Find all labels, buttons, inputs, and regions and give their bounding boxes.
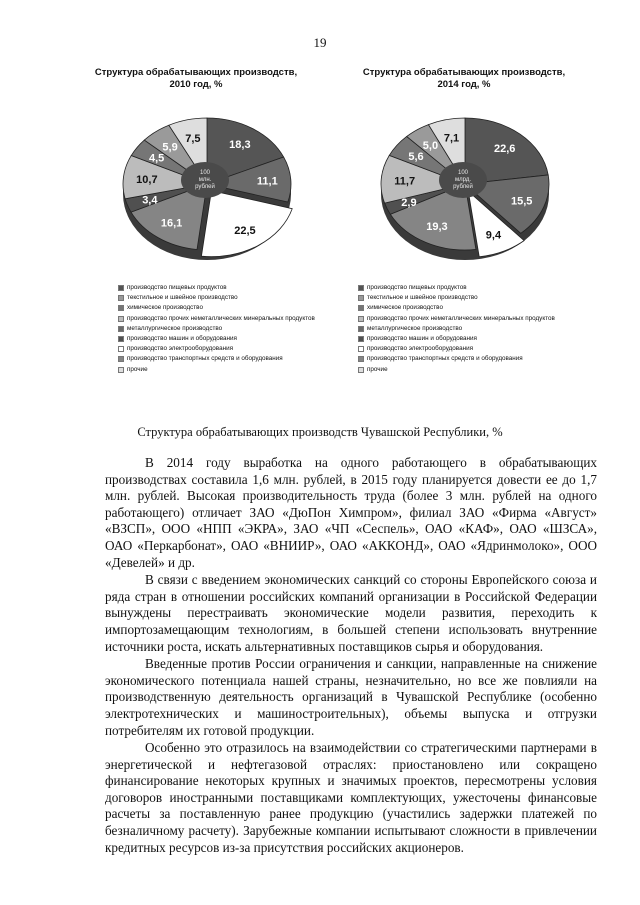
chart-2014-title-line-1: Структура обрабатывающих производств, bbox=[362, 67, 566, 78]
pie-slice-label: 3,4 bbox=[142, 194, 158, 207]
legend-label: химическое производство bbox=[367, 304, 443, 312]
paragraph: Особенно это отразилось на взаимодействии со стратегическими партнерами в энергетической и нефтегазовой отраслях: приостановлено или сокращено финансирование некоторых крупных и значимых проектов, пересмотрены условия договоров иностранными поставщиками комплектующих, ужесточены финансовые расчеты за поставленную ранее продукцию (участились задержки платежей по безналичному расчету). Зарубежные компании испытывают сложности в привлечении кредитных ресурсов из-за присутствия российских акционеров. bbox=[105, 740, 597, 855]
legend-swatch bbox=[358, 295, 364, 301]
legend-swatch bbox=[358, 285, 364, 291]
pie-slice-label: 9,4 bbox=[485, 229, 502, 242]
legend-item bbox=[358, 293, 555, 303]
legend-swatch bbox=[358, 305, 364, 311]
legend-swatch bbox=[118, 305, 124, 311]
legend-2010 bbox=[118, 283, 315, 375]
legend-swatch bbox=[118, 326, 124, 332]
legend-2014 bbox=[358, 283, 555, 375]
legend-swatch bbox=[118, 336, 124, 342]
pie-center-label: рублей bbox=[195, 184, 215, 190]
legend-item bbox=[118, 354, 315, 364]
legend-item bbox=[118, 314, 315, 324]
legend-label: металлургическое производство bbox=[127, 324, 223, 332]
pie-center-label: млрд. bbox=[455, 177, 471, 183]
legend-label: производство прочих неметаллических минеральных продуктов bbox=[367, 314, 555, 322]
legend-item bbox=[118, 344, 315, 354]
pie-center-label: млн. bbox=[198, 177, 212, 183]
pie-slice-label: 15,5 bbox=[511, 195, 533, 208]
pie-slice-label: 16,1 bbox=[160, 217, 183, 230]
figure-caption: Структура обрабатывающих производств Чувашской Республики, % bbox=[137, 425, 503, 439]
page-number: 19 bbox=[313, 35, 327, 50]
legend-item bbox=[118, 365, 315, 375]
pie-slice-label: 5,6 bbox=[408, 151, 424, 164]
legend-item bbox=[118, 283, 315, 293]
pie-slice-label: 5,9 bbox=[162, 141, 178, 154]
legend-swatch bbox=[358, 367, 364, 373]
legend-label: текстильное и швейное производство bbox=[127, 294, 238, 302]
legend-swatch bbox=[118, 356, 124, 362]
legend-label: производство машин и оборудования bbox=[127, 334, 237, 342]
pie-slice-label: 10,7 bbox=[136, 173, 158, 186]
legend-item bbox=[118, 303, 315, 313]
legend-label: металлургическое производство bbox=[367, 324, 463, 332]
legend-swatch bbox=[118, 316, 124, 322]
pie-slice-label: 11,1 bbox=[256, 175, 278, 188]
pie-slice-label: 4,5 bbox=[149, 152, 165, 165]
pie-chart-2010 bbox=[107, 102, 307, 267]
legend-item bbox=[358, 303, 555, 313]
legend-swatch bbox=[118, 285, 124, 291]
legend-label: производство прочих неметаллических минеральных продуктов bbox=[127, 314, 315, 322]
legend-label: производство транспортных средств и оборудования bbox=[367, 355, 523, 363]
legend-item bbox=[118, 293, 315, 303]
paragraph: Введенные против России ограничения и санкции, направленные на снижение экономического потенциала нашей страны, незначительно, но все же повлияли на производственную деятельность организаций в Чувашской Республике (особенно электротехнических и машиностроительных), объемы выпуска и отгрузки потребителям их готовой продукции. bbox=[105, 656, 597, 738]
legend-item bbox=[358, 283, 555, 293]
pie-center-label: 100 bbox=[199, 170, 211, 176]
legend-item bbox=[118, 324, 315, 334]
legend-item bbox=[358, 324, 555, 334]
legend-item bbox=[358, 314, 555, 324]
legend-swatch bbox=[358, 326, 364, 332]
pie-slice-label: 7,5 bbox=[185, 132, 201, 145]
paragraph: В связи с введением экономических санкций со стороны Европейского союза и ряда стран в отношении российских компаний организации в Российской Федерации вынуждены перестраивать экономические модели развития, переходить к импортозамещающим технологиям, в большей степени использовать внутренние источники роста, искать альтернативных поставщиков сырья и оборудования. bbox=[105, 572, 597, 654]
pie-slice-label: 22,6 bbox=[494, 143, 516, 156]
legend-item bbox=[358, 344, 555, 354]
legend-item bbox=[358, 365, 555, 375]
pie-slice-label: 7,1 bbox=[443, 132, 460, 145]
legend-swatch bbox=[118, 367, 124, 373]
pie-center-label: рублей bbox=[453, 184, 473, 190]
legend-label: производство пищевых продуктов bbox=[367, 284, 467, 291]
legend-item bbox=[358, 354, 555, 364]
legend-swatch bbox=[358, 356, 364, 362]
body-text bbox=[105, 455, 597, 857]
pie-chart-2014 bbox=[365, 102, 565, 267]
legend-swatch bbox=[358, 316, 364, 322]
legend-label: производство транспортных средств и оборудования bbox=[127, 355, 283, 363]
pie-slice-label: 18,3 bbox=[229, 139, 251, 152]
pie-slice-label: 11,7 bbox=[394, 175, 416, 188]
legend-label: химическое производство bbox=[127, 304, 203, 312]
legend-swatch bbox=[118, 295, 124, 301]
chart-2014-title-line-2: 2014 год, % bbox=[437, 79, 491, 90]
legend-label: производство электрооборудования bbox=[367, 345, 473, 353]
pie-slice-label: 19,3 bbox=[426, 221, 448, 234]
chart-2010-title bbox=[46, 67, 346, 91]
legend-swatch bbox=[118, 346, 124, 352]
legend-label: текстильное и швейное производство bbox=[367, 294, 478, 302]
legend-swatch bbox=[358, 336, 364, 342]
pie-slice-label: 5,0 bbox=[422, 140, 439, 153]
legend-label: прочие bbox=[367, 365, 388, 373]
pie-center-label: 100 bbox=[457, 170, 469, 176]
pie-slice-label: 22,5 bbox=[234, 225, 256, 238]
legend-item bbox=[358, 334, 555, 344]
pie-slice-label: 2,9 bbox=[401, 196, 417, 209]
legend-item bbox=[118, 334, 315, 344]
legend-swatch bbox=[358, 346, 364, 352]
chart-2014-title bbox=[314, 67, 614, 91]
legend-label: производство пищевых продуктов bbox=[127, 284, 227, 291]
chart-2010-title-line-2: 2010 год, % bbox=[169, 79, 223, 90]
legend-label: производство машин и оборудования bbox=[367, 334, 477, 342]
legend-label: производство электрооборудования bbox=[127, 345, 233, 353]
paragraph: В 2014 году выработка на одного работающего в обрабатывающих производствах составила 1,6 млн. рублей, в 2015 году планируется довести ее до 1,7 млн. рублей. Высокая производительность труда (более 3 млн. рублей на одного работающего) отличает ЗАО «ДюПон Химпром», филиал ЗАО «Фирма «Август» «ВЗСП», ООО «НПП «ЭКРА», ЗАО «ЧП «Сеспель», ОАО «КАФ», ОАО «ШЗСА», ОАО «Перкарбонат», ОАО «ВНИИР», ОАО «АККОНД», ОАО «Ядринмолоко», ООО «Девелей» и др. bbox=[105, 455, 597, 570]
legend-label: прочие bbox=[127, 365, 148, 373]
chart-2010-title-line-1: Структура обрабатывающих производств, bbox=[94, 67, 298, 78]
